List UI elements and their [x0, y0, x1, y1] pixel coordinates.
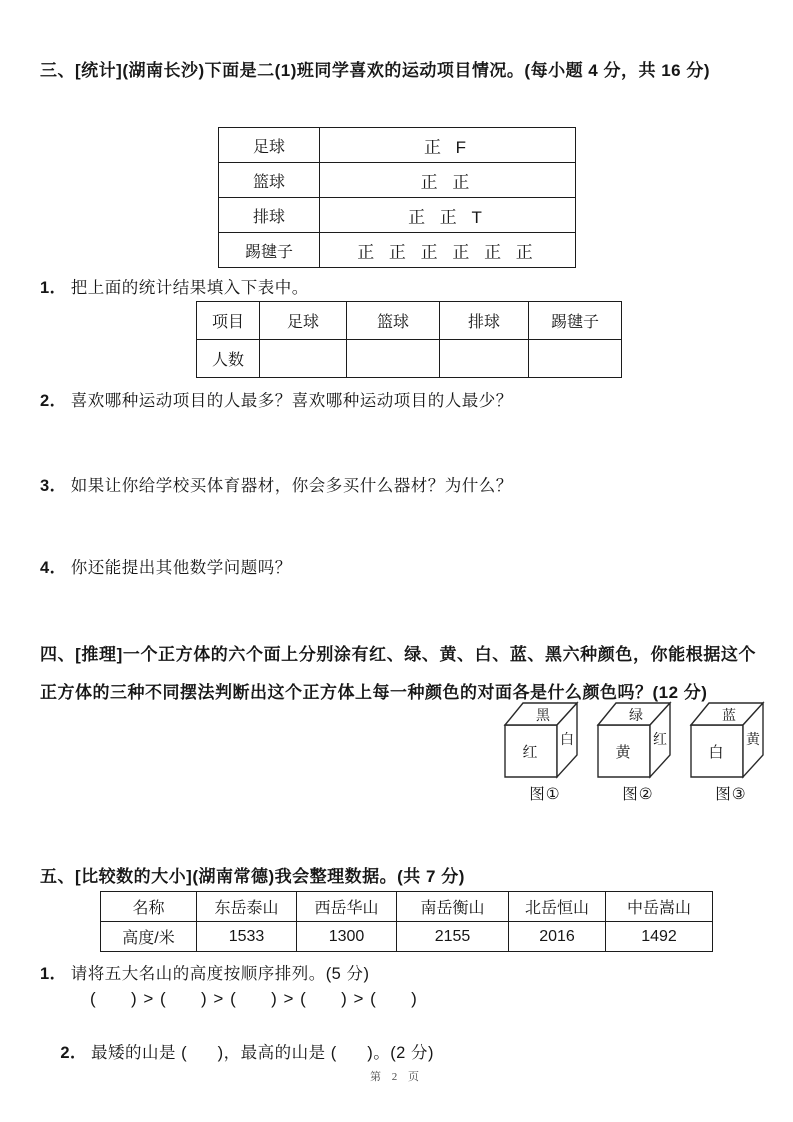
- answer-cell: [529, 340, 622, 378]
- mountain-row-label-cell: 高度/米: [101, 922, 197, 952]
- tally-row: [219, 128, 576, 163]
- cube-caption: 图③: [715, 786, 747, 803]
- cube-figure-3: [688, 699, 774, 804]
- tally-label-cell: 踢毽子: [219, 233, 320, 268]
- answer-cell: [347, 340, 440, 378]
- cube-top-label: 绿: [629, 707, 643, 723]
- question-4-text: 你还能提出其他数学问题吗？: [70, 559, 292, 577]
- cube-front-label: 黄: [615, 744, 631, 761]
- mountain-header-row: [101, 892, 713, 922]
- section5-question-2-number: 2．: [60, 1044, 88, 1062]
- tally-row: [219, 198, 576, 233]
- section5-heading: 五、[比较数的大小](湖南常德)我会整理数据。(共 7 分): [40, 867, 465, 886]
- fill-in-table: [196, 301, 622, 378]
- question-3-number: 3．: [40, 477, 67, 495]
- question-2-text: 喜欢哪种运动项目的人最多？喜欢哪种运动项目的人最少？: [70, 392, 513, 410]
- question-1: [40, 276, 756, 300]
- mountain-header-cell: 名称: [101, 892, 197, 922]
- ordering-blanks-line: ( ) > ( ) > ( ) > ( ) > ( ): [90, 989, 418, 1008]
- answer-cell: [440, 340, 529, 378]
- tally-table: [218, 127, 576, 268]
- section4-heading: 四、[推理]一个正方体的六个面上分别涂有红、绿、黄、白、蓝、黑六种颜色，你能根据这个正方体的三种不同摆法判断出这个正方体上每一种颜色的对面各是什么颜色吗？(12 分): [40, 645, 756, 702]
- cube-top-label: 黑: [536, 707, 550, 723]
- section5-question-1-text: 请将五大名山的高度按顺序排列。(5 分): [70, 965, 370, 983]
- tally-row: [219, 233, 576, 268]
- mountain-header-cell: 北岳恒山: [509, 892, 606, 922]
- fill-in-answer-row: [197, 340, 622, 378]
- tally-label-cell: 篮球: [219, 163, 320, 198]
- question-2: [40, 389, 756, 413]
- fill-header-cell: 项目: [197, 302, 260, 340]
- page-number-footer: 第 2 页: [370, 1071, 423, 1083]
- mountain-header-cell: 南岳衡山: [397, 892, 509, 922]
- tally-marks-cell: 正 正: [320, 163, 576, 198]
- mountain-height-cell: 2016: [509, 922, 606, 952]
- cube-front-label: 红: [522, 744, 538, 761]
- cube-right-label: 白: [560, 731, 574, 747]
- section5-question-1: [40, 962, 756, 986]
- cube-figures: [502, 699, 774, 804]
- mountain-height-cell: 1492: [606, 922, 713, 952]
- question-2-number: 2．: [40, 392, 67, 410]
- question-1-text: 把上面的统计结果填入下表中。: [70, 279, 309, 297]
- tally-marks-cell: 正 正 正 正 正 正: [320, 233, 576, 268]
- cube-drawing: [596, 699, 680, 779]
- section5-question-2-text: 最矮的山是 ( )，最高的山是 ( )。(2 分): [91, 1044, 434, 1062]
- fill-in-header-row: [197, 302, 622, 340]
- fill-header-cell: 排球: [440, 302, 529, 340]
- mountain-height-row: [101, 922, 713, 952]
- cube-right-label: 黄: [746, 731, 760, 747]
- mountain-header-cell: 西岳华山: [297, 892, 397, 922]
- tally-row: [219, 163, 576, 198]
- fill-header-cell: 踢毽子: [529, 302, 622, 340]
- cube-caption: 图①: [529, 786, 561, 803]
- answer-cell: [260, 340, 347, 378]
- tally-label-cell: 排球: [219, 198, 320, 233]
- mountain-height-cell: 1533: [197, 922, 297, 952]
- cube-right-label: 红: [653, 731, 667, 747]
- cube-figure-2: [595, 699, 681, 804]
- cube-figure-1: [502, 699, 588, 804]
- tally-marks-cell: 正 F: [320, 128, 576, 163]
- mountain-height-cell: 2155: [397, 922, 509, 952]
- question-4: [40, 556, 756, 580]
- fill-header-cell: 足球: [260, 302, 347, 340]
- cube-drawing: [689, 699, 773, 779]
- cube-top-label: 蓝: [722, 707, 736, 723]
- tally-marks-cell: 正 正 T: [320, 198, 576, 233]
- cube-front-label: 白: [708, 744, 724, 761]
- fill-row-label-cell: 人数: [197, 340, 260, 378]
- question-1-number: 1．: [40, 279, 67, 297]
- section5-question-1-number: 1．: [40, 965, 67, 983]
- cube-drawing: [503, 699, 587, 779]
- mountain-header-cell: 东岳泰山: [197, 892, 297, 922]
- question-3-text: 如果让你给学校买体育器材，你会多买什么器材？为什么？: [70, 477, 513, 495]
- tally-label-cell: 足球: [219, 128, 320, 163]
- mountain-table: [100, 891, 713, 952]
- mountain-height-cell: 1300: [297, 922, 397, 952]
- section3-heading: 三、[统计](湖南长沙)下面是二(1)班同学喜欢的运动项目情况。(每小题 4 分，共 16 分): [40, 61, 710, 80]
- question-4-number: 4．: [40, 559, 67, 577]
- fill-header-cell: 篮球: [347, 302, 440, 340]
- cube-caption: 图②: [622, 786, 654, 803]
- question-3: [40, 474, 756, 498]
- mountain-header-cell: 中岳嵩山: [606, 892, 713, 922]
